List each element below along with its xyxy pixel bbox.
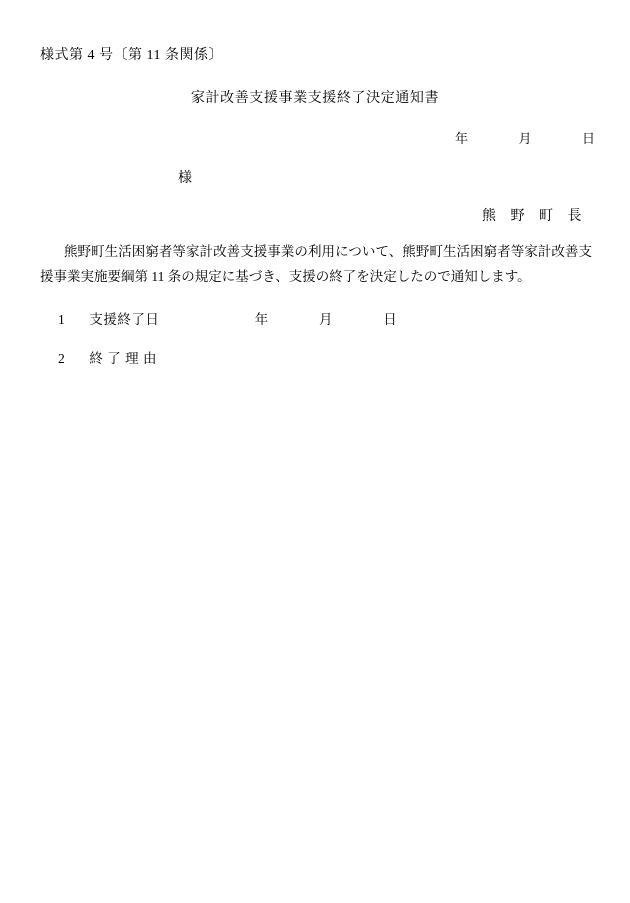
issue-date-year: 年: [455, 131, 469, 146]
issue-date-line: [455, 128, 595, 147]
issue-date-month: 月: [518, 131, 532, 146]
item-1-number: 1: [58, 312, 65, 327]
item-support-end-date: [58, 308, 397, 328]
item-1-month: 月: [319, 312, 333, 327]
item-2-label: 終 了 理 由: [89, 351, 157, 366]
issuer-name: [482, 205, 582, 225]
item-termination-reason: [58, 347, 157, 367]
item-1-date: [255, 308, 397, 328]
item-1-year: 年: [254, 312, 269, 327]
issuer-part-4: 長: [567, 209, 582, 224]
form-number: 様式第 4 号〔第 11 条関係〕: [40, 48, 223, 63]
issuer-part-3: 町: [539, 209, 554, 224]
issuer-part-1: 熊: [482, 209, 497, 224]
notice-body-text: 熊野町生活困窮者等家計改善支援事業の利用について、熊野町生活困窮者等家計改善支援事業実施要綱第 11 条の規定に基づき、支援の終了を決定したので通知します。: [40, 244, 592, 284]
item-1-day: 日: [383, 312, 397, 327]
document-title: 家計改善支援事業支援終了決定通知書: [190, 91, 440, 106]
item-2-number: 2: [58, 351, 65, 366]
addressee-honorific: 様: [178, 171, 193, 186]
issuer-part-2: 野: [510, 209, 525, 224]
issue-date-day: 日: [582, 131, 596, 146]
item-1-label: 支援終了日: [89, 312, 160, 327]
